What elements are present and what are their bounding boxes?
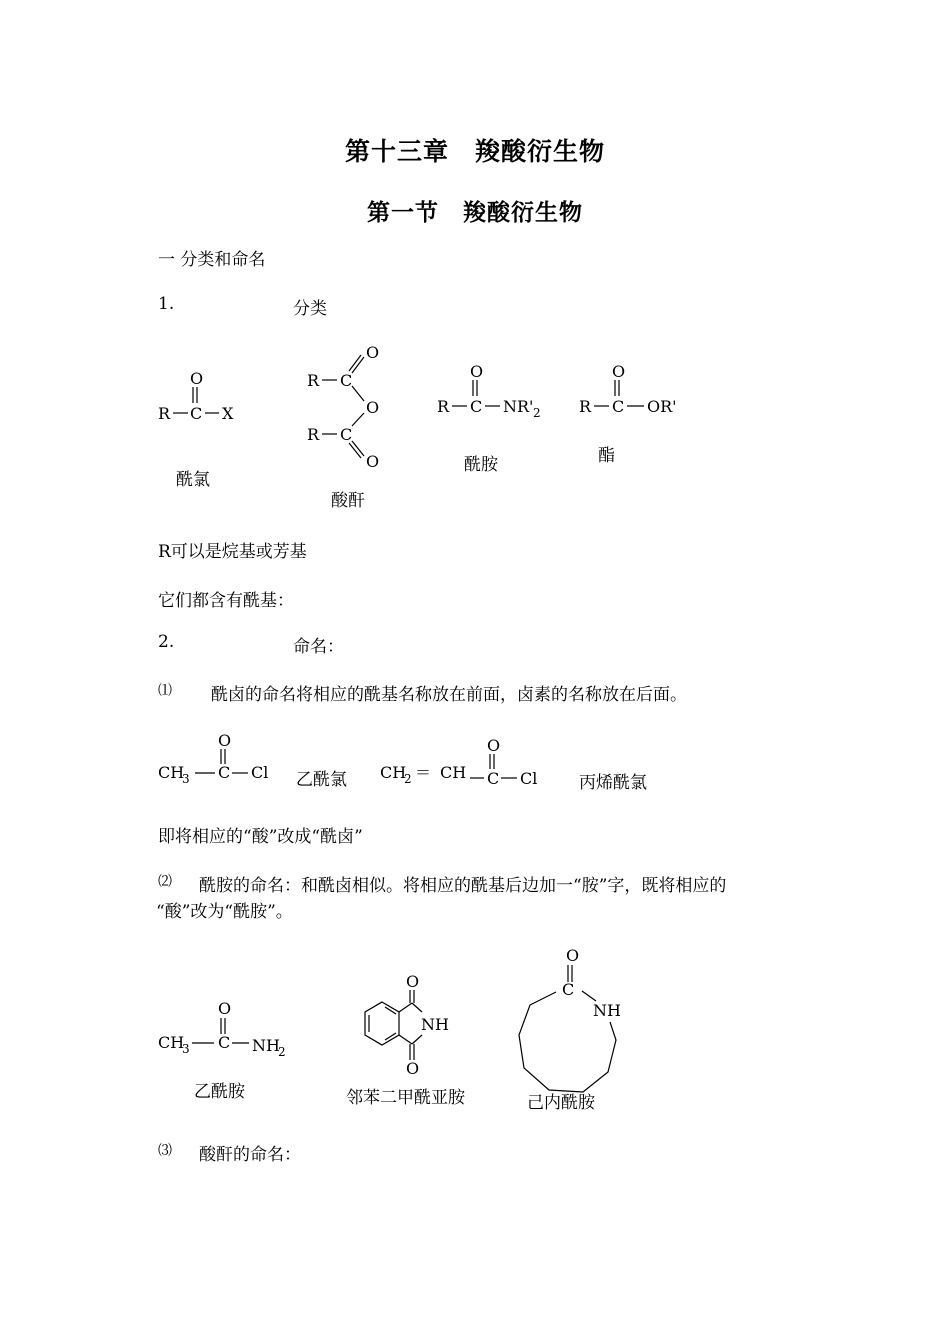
o-label: O bbox=[218, 731, 232, 750]
note-acyl-group: 它们都含有酰基： bbox=[158, 591, 294, 611]
caprolactam-structure bbox=[562, 946, 621, 1020]
rule-3-number: ⑶ bbox=[158, 1143, 172, 1159]
item-2-number: 2. bbox=[158, 632, 175, 652]
ch-label: CH bbox=[158, 1033, 185, 1052]
c-label: C bbox=[487, 769, 500, 788]
o-label-bottom: O bbox=[406, 1059, 420, 1078]
ch-label: CH bbox=[380, 763, 407, 782]
subscript-3: 3 bbox=[182, 772, 190, 786]
note-r-group: R可以是烷基或芳基 bbox=[158, 542, 307, 562]
ch-label: CH bbox=[158, 763, 185, 782]
r-label: R bbox=[579, 397, 592, 416]
cl-label: Cl bbox=[251, 763, 269, 782]
subscript-2: 2 bbox=[533, 406, 541, 420]
nh-label: NH bbox=[421, 1015, 449, 1034]
note-acid-to-acyl-halide: 即将相应的“酸”改成“酰卤” bbox=[158, 827, 363, 847]
rule-1-text: 酰卤的命名将相应的酰基名称放在前面，卤素的名称放在后面。 bbox=[211, 685, 687, 705]
nh-label: NH bbox=[593, 1001, 621, 1020]
ester-structure bbox=[579, 362, 677, 416]
acetyl-chloride-structure bbox=[158, 731, 268, 786]
c-label-bottom: C bbox=[340, 425, 353, 444]
r-label: R bbox=[158, 404, 171, 423]
acetamide-structure bbox=[158, 999, 286, 1059]
o-label: O bbox=[487, 736, 501, 755]
o-label: O bbox=[218, 999, 232, 1018]
o-label: O bbox=[470, 362, 484, 381]
acryloyl-chloride-structure bbox=[380, 736, 537, 788]
anhydride-structure bbox=[307, 343, 379, 471]
rule-3-text: 酸酐的命名： bbox=[199, 1145, 301, 1165]
c-label: C bbox=[612, 397, 625, 416]
heading-classification-naming: 一 分类和命名 bbox=[158, 250, 266, 270]
acyl-halide-caption: 酰氯 bbox=[176, 470, 210, 490]
rule-1-number: ⑴ bbox=[158, 683, 172, 699]
r-label-bottom: R bbox=[307, 425, 320, 444]
rule-2-number: ⑵ bbox=[158, 874, 172, 890]
c-label: C bbox=[190, 404, 203, 423]
subscript-2: 2 bbox=[278, 1045, 286, 1059]
section-title: 第一节 羧酸衍生物 bbox=[367, 200, 583, 226]
double-bond-sign: ＝ bbox=[415, 763, 432, 782]
or-label: OR' bbox=[647, 397, 677, 416]
c-label-top: C bbox=[340, 371, 353, 390]
chapter-title: 第十三章 羧酸衍生物 bbox=[344, 137, 605, 166]
ch-label-2: CH bbox=[440, 763, 467, 782]
r-label-top: R bbox=[307, 371, 320, 390]
nr-label: NR' bbox=[503, 397, 534, 416]
anhydride-caption: 酸酐 bbox=[331, 491, 365, 511]
caprolactam-caption: 己内酰胺 bbox=[527, 1093, 595, 1113]
c-label: C bbox=[562, 980, 575, 999]
subscript-3: 3 bbox=[182, 1042, 190, 1056]
o-label: O bbox=[566, 946, 580, 965]
ester-caption: 酯 bbox=[598, 446, 615, 466]
subscript-2: 2 bbox=[404, 772, 412, 786]
o-label: O bbox=[612, 362, 626, 381]
c-label: C bbox=[218, 763, 231, 782]
acetyl-chloride-caption: 乙酰氯 bbox=[296, 770, 347, 790]
r-label: R bbox=[437, 397, 450, 416]
o-label-bridge: O bbox=[366, 398, 380, 417]
phthalimide-caption: 邻苯二甲酰亚胺 bbox=[346, 1088, 465, 1108]
o-label-top: O bbox=[406, 972, 420, 991]
rule-2-line-2: “酸”改为“酰胺”。 bbox=[156, 902, 293, 922]
c-label: C bbox=[470, 397, 483, 416]
rule-2-line-1: 酰胺的命名：和酰卤相似。将相应的酰基后边加一“胺”字，既将相应的 bbox=[199, 876, 727, 896]
nh-label: NH bbox=[252, 1036, 280, 1055]
acetamide-caption: 乙酰胺 bbox=[194, 1082, 245, 1102]
amide-caption: 酰胺 bbox=[464, 455, 498, 475]
cl-label: Cl bbox=[520, 769, 538, 788]
item-1-number: 1. bbox=[158, 294, 175, 314]
item-2-text: 命名： bbox=[293, 637, 344, 657]
amide-structure bbox=[437, 362, 541, 420]
phthalimide-structure bbox=[406, 972, 449, 1078]
o-label-top: O bbox=[366, 343, 380, 362]
c-label: C bbox=[218, 1033, 231, 1052]
o-label: O bbox=[190, 369, 204, 388]
item-1-text: 分类 bbox=[293, 299, 327, 319]
x-label: X bbox=[222, 404, 234, 423]
acryloyl-chloride-caption: 丙烯酰氯 bbox=[579, 773, 647, 793]
o-label-bottom: O bbox=[366, 452, 380, 471]
acyl-halide-structure bbox=[158, 369, 234, 423]
